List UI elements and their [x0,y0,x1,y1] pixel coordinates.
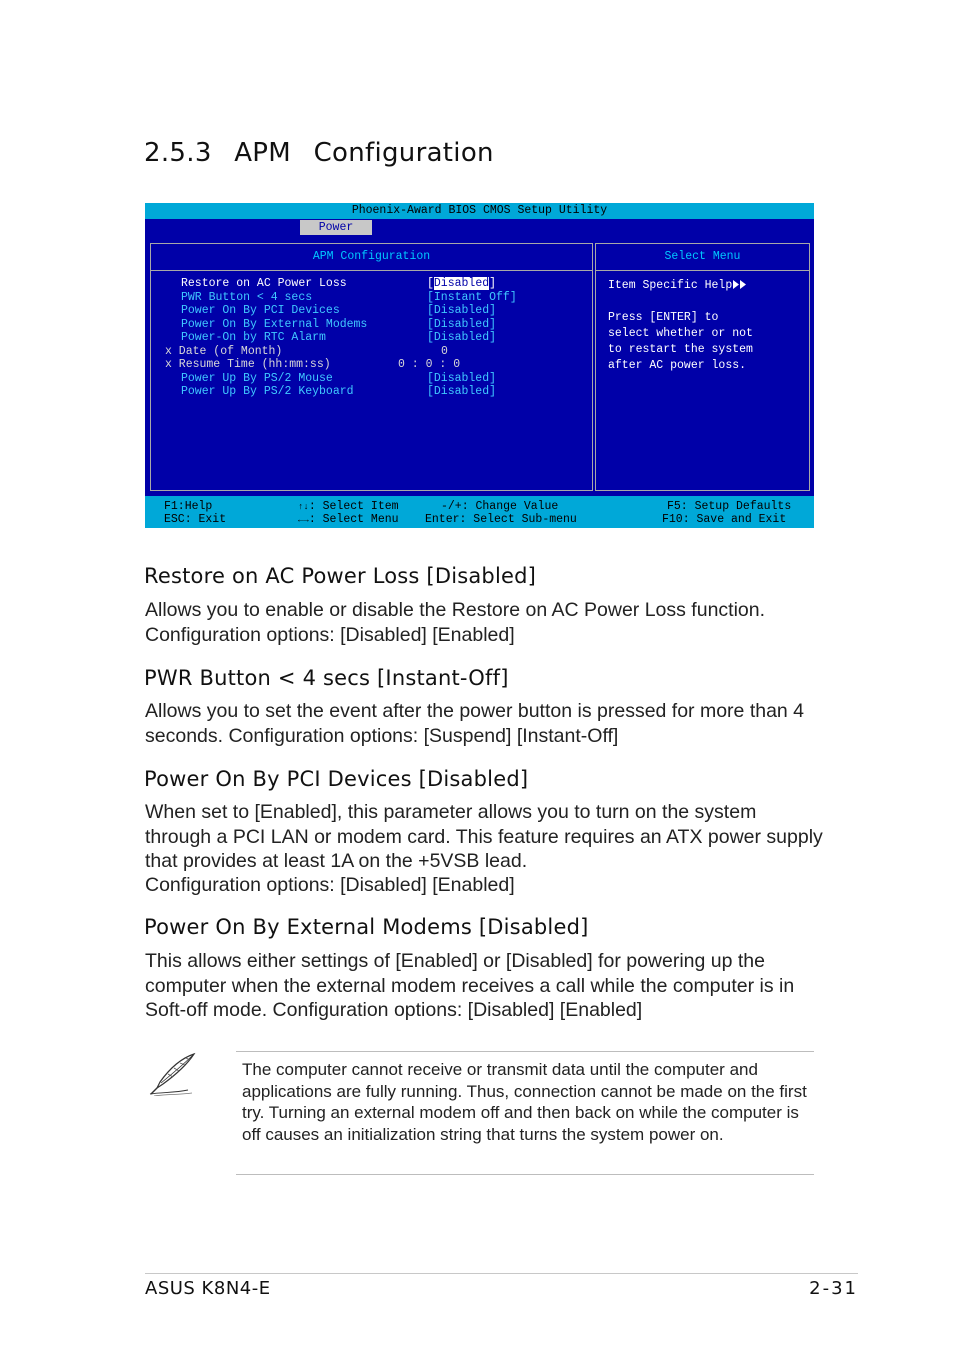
paragraph-restore-ac: Allows you to enable or disable the Restore on AC Power Loss function. Configuration options: [Disabled] [Enabled] [145,599,766,646]
note-text: The computer cannot receive or transmit data until the computer and applications are fully running. Thus, connection cannot be made on the first try. Turning an external modem off and then back on while the computer is off causes an initialization string that turns the system power on. [242,1060,807,1145]
setting-value-external-modems[interactable]: [Disabled] [427,318,497,331]
help-panel [595,243,810,491]
setting-label-ps2-keyboard[interactable]: Power Up By PS/2 Keyboard [181,385,354,398]
paragraph-external-modems: This allows either settings of [Enabled] or [Disabled] for powering up the computer when the external modem receives a call while the computer is in Soft-off mode. Configuration options: [Disabled] [Enabled] [145,950,795,1021]
setting-value-resume-time: 0 : 0 : 0 [398,358,461,371]
settings-panel-header: APM Configuration [151,244,592,271]
setting-label-pci-devices[interactable]: Power On By PCI Devices [181,304,340,317]
setting-value-ps2-mouse[interactable]: [Disabled] [427,372,497,385]
setting-value-ps2-keyboard[interactable]: [Disabled] [427,385,497,398]
setting-label-external-modems[interactable]: Power On By External Modems [181,318,368,331]
bios-title: Phoenix-Award BIOS CMOS Setup Utility [145,203,814,219]
key-change-value: -/+: Change Value [441,500,559,513]
heading-pci-devices: Power On By PCI Devices [Disabled] [144,767,529,791]
footer-page-number: 2-31 [809,1278,858,1299]
note-divider-top [236,1051,814,1052]
key-esc-exit: ESC: Exit [164,513,227,526]
setting-label-date-of-month: x Date (of Month) [165,345,283,358]
key-select-item: ↑↓: Select Item [298,500,399,513]
key-setup-defaults: F5: Setup Defaults [667,500,792,513]
paragraph-pci-devices: When set to [Enabled], this parameter allows you to turn on the system through a PCI LAN or modem card. This feature requires an ATX power supply that provides at least 1A on the +5VSB lead. [145,801,823,872]
setting-value-pci-devices[interactable]: [Disabled] [427,304,497,317]
quill-pen-icon [148,1052,198,1096]
setting-value-date-of-month: 0 [441,345,448,358]
key-save-exit: F10: Save and Exit [662,513,787,526]
footer-divider [145,1273,858,1274]
help-line: select whether or not [608,327,753,340]
settings-panel [150,243,593,491]
help-line: after AC power loss. [608,359,747,372]
paragraph-pci-devices-options: Configuration options: [Disabled] [Enabled] [145,874,515,896]
note-divider-bottom [236,1174,814,1175]
heading-external-modems: Power On By External Modems [Disabled] [144,915,589,939]
setting-label-rtc-alarm[interactable]: Power-On by RTC Alarm [181,331,326,344]
paragraph-pwr-button: Allows you to set the event after the power button is pressed for more than 4 seconds. Configuration options: [Suspend] [Instant-Off] [145,700,805,747]
bios-key-legend [145,496,814,528]
bios-screenshot [145,203,814,528]
help-panel-header: Select Menu [596,244,809,271]
selected-value-text: Disabled [433,277,490,290]
section-title: 2.5.3 APM Configuration [144,138,494,168]
tab-power[interactable]: Power [300,220,372,235]
help-title: Item Specific Help [608,278,747,294]
key-f1-help: F1:Help [164,500,213,513]
bios-tab-bar [145,219,814,237]
heading-pwr-button: PWR Button < 4 secs [Instant-Off] [144,666,509,690]
setting-label-pwr-button[interactable]: PWR Button < 4 secs [181,291,313,304]
key-enter-submenu: Enter: Select Sub-menu [425,513,577,526]
setting-value-restore-ac[interactable]: [Disabled] [427,277,497,290]
heading-restore-ac: Restore on AC Power Loss [Disabled] [144,564,537,588]
double-right-arrow-icon [733,280,747,289]
setting-value-pwr-button[interactable]: [Instant Off] [427,291,517,304]
footer-product-name: ASUS K8N4-E [145,1278,271,1299]
key-select-menu: ←→: Select Menu [298,513,399,526]
setting-label-restore-ac[interactable]: Restore on AC Power Loss [181,277,347,290]
help-line: Press [ENTER] to [608,311,719,324]
setting-label-resume-time: x Resume Time (hh:mm:ss) [165,358,331,371]
help-line: to restart the system [608,343,753,356]
setting-value-rtc-alarm[interactable]: [Disabled] [427,331,497,344]
setting-label-ps2-mouse[interactable]: Power Up By PS/2 Mouse [181,372,333,385]
